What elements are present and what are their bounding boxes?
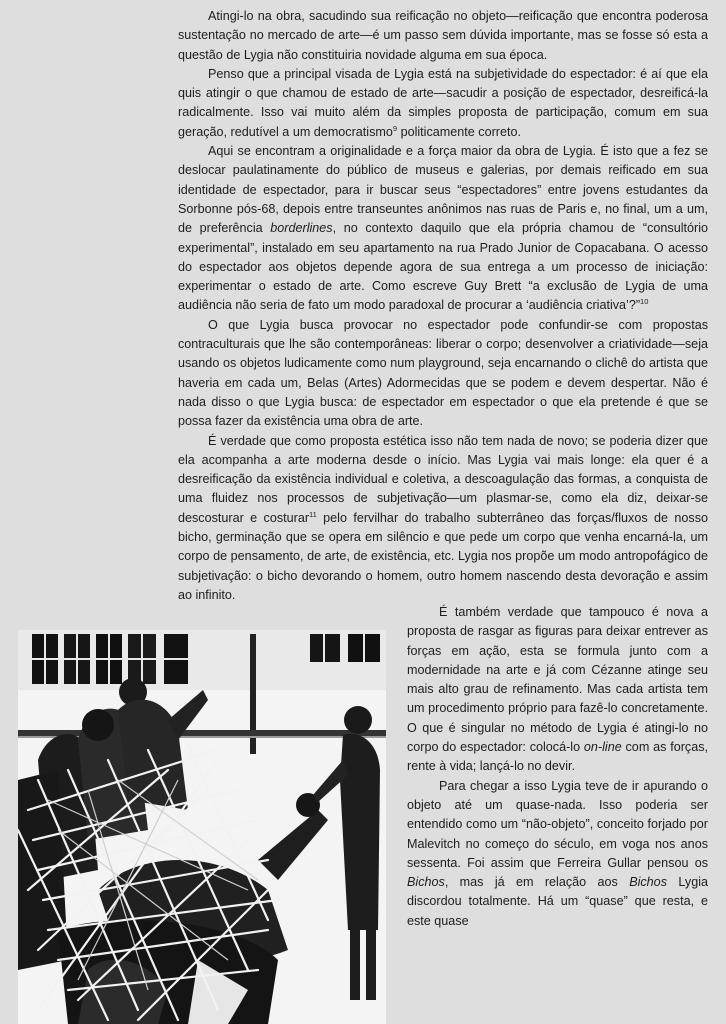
paragraph-text: Atingi-lo na obra, sacudindo sua reificação no objeto—reificação que encontra poderosa sustentação no mercado de arte—é um passo sem dúvida importante, mas se fosse só esta a questão de Lygia não constituiria novidade alguma em sua época. <box>178 9 708 62</box>
paragraph <box>407 777 708 931</box>
main-text-column <box>178 0 708 605</box>
italic-term: borderlines <box>270 221 333 236</box>
paragraph <box>178 7 708 65</box>
paragraph-text: Penso que a principal visada de Lygia está na subjetividade do espectador: é aí que ela quis atingir o que chamou de estado de arte—sacudir a posição de espectador, desreificá-la radicalmente. Isso vai muito além da simples proposta de participação, comum em sua geração, redutível a um democratismo <box>178 66 708 139</box>
paragraph-text: pelo fervilhar do trabalho subterrâneo das forças/fluxos de nosso bicho, germinação que se opera em silêncio e que pede um corpo que venha encarná-la, um corpo de pensamento, de arte, de existência, etc. Lygia nos propõe um modo antropofágico de subjetivação: o bicho devorando o homem, outro homem nascendo desta devoração e assim ao infinito. <box>178 510 708 602</box>
paragraph <box>407 603 708 777</box>
paragraph <box>178 316 708 432</box>
italic-term: Bichos <box>629 875 667 890</box>
paragraph-text: Aqui se encontram a originalidade e a força maior da obra de Lygia. É isto que a fez se deslocar paulatinamente do público de museus e galerias, por demais reificado em sua identidade de espectador, para ir buscar seus “espectadores” entre jovens estudantes da Sorbonne pós-68, depois entre transeuntes anônimos nas ruas de Paris e, no final, um a um, de preferência <box>178 144 708 236</box>
paragraph-text: , no contexto daquilo que ela própria chamou de “consultório experimental”, instalado em seu apartamento na rua Prado Junior de Copacabana. O acesso do espectador aos objetos depende agora de sua entrega a um processo de iniciação: experimentar o estado de arte. Como escreve Guy Brett “a exclusão de Lygia de uma audiência não seria de fato um modo paradoxal de procurar a ‘audiência criativa’?” <box>178 221 708 313</box>
paragraph-text: Para chegar a isso Lygia teve de ir apurando o objeto até um quase-nada. Isso poderia ser entendido como um “não-objeto”, conceito forjado por Malevitch no começo do século, em voga nos anos sessenta. Foi assim que Ferreira Gullar pensou os <box>407 778 708 870</box>
paragraph-text: politicamente correto. <box>397 124 521 139</box>
footnote-marker: 9 <box>392 123 398 133</box>
footnote-marker: 10 <box>640 297 649 307</box>
right-text-column <box>407 603 708 931</box>
italic-term: Bichos <box>407 875 445 890</box>
footnote-marker: 11 <box>309 509 317 519</box>
paragraph-text: É também verdade que tampouco é nova a proposta de rasgar as figuras para deixar entrever as forças em ação, esta se formula junto com a modernidade na arte e já com Cézanne atinge seu mais alto grau de refinamento. Mas cada artista tem um procedimento próprio para fazê-lo concretamente. O que é singular no método de Lygia é atingi-lo no corpo do espectador: colocá-lo <box>407 605 708 755</box>
paragraph-text: É verdade que como proposta estética isso não tem nada de novo; se poderia dizer que ela acompanha a arte moderna desde o início. Mas Lygia vai mais longe: ela quer é a desreificação da existência individual e coletiva, a descoagulação das formas, a conquista de uma fluidez nos processos de subjetivação—um plasmar-se, como ela diz, deixar-se descosturar e costurar <box>178 433 708 525</box>
italic-term: on-line <box>583 740 622 755</box>
performance-photo <box>18 630 386 1024</box>
paragraph <box>178 432 708 606</box>
paragraph <box>178 65 708 142</box>
paragraph-text: Lygia discordou totalmente. Há um “quase” que resta, e este quase <box>407 875 708 928</box>
paragraph <box>178 142 708 316</box>
paragraph-text: O que Lygia busca provocar no espectador pode confundir-se com propostas contraculturais que lhe são contemporâneas: liberar o corpo; desenvolver a criatividade—seja usando os objetos ludicamente como num playground, seja encarnando o clichê do artista que haveria em cada um, Belas (Artes) Adormecidas que se podem e devem despertar. Não é nada disso o que Lygia busca: de espectador em espectador o que ela pretende é que se possa fazer da existência uma obra de arte. <box>178 317 708 429</box>
paragraph-text: , mas já em relação aos <box>444 875 630 890</box>
paragraph-text: com as forças, rente à vida; lançá-lo no devir. <box>407 740 708 774</box>
photo-illustration <box>18 630 386 1024</box>
